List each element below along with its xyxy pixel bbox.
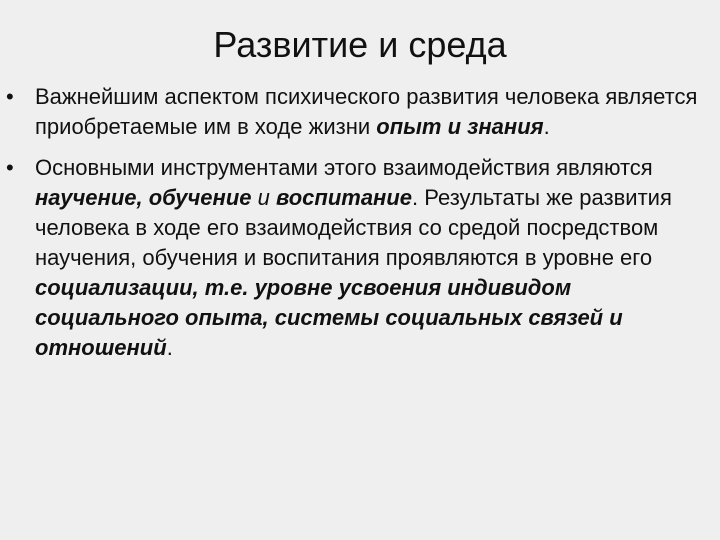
bullet-1-text-start: Важнейшим аспектом психического развития человека является приобретаемые им в ходе жизни [35,84,698,139]
bullet-2-conjunction: и [251,185,276,210]
bullet-2-emphasis-2: воспитание [275,185,413,210]
bullet-1-emphasis: опыт и знания [376,114,544,139]
bullet-2-emphasis-1: научение, обучение [35,185,252,210]
bullet-2-text-middle: . Результаты же развития человека в ходе его взаимодействия со средой посредством научения, обучения и воспитания проявляются в уровне его [35,185,672,270]
bullet-1-text-end: . [543,114,550,139]
bullet-item-2 [0,153,720,363]
bullet-list [0,82,720,374]
bullet-dot: • [6,155,14,180]
bullet-2-text-start: Основными инструментами этого взаимодействия являются [35,155,653,180]
bullet-2-emphasis-3: социализации, т.е. уровне усвоения индивидом социального опыта, системы социальных связей и отношений [35,275,623,360]
slide-title: Развитие и среда [213,24,507,65]
bullet-dot: • [6,84,14,109]
bullet-2-text-end: . [166,335,173,360]
bullet-item-1 [0,82,720,142]
